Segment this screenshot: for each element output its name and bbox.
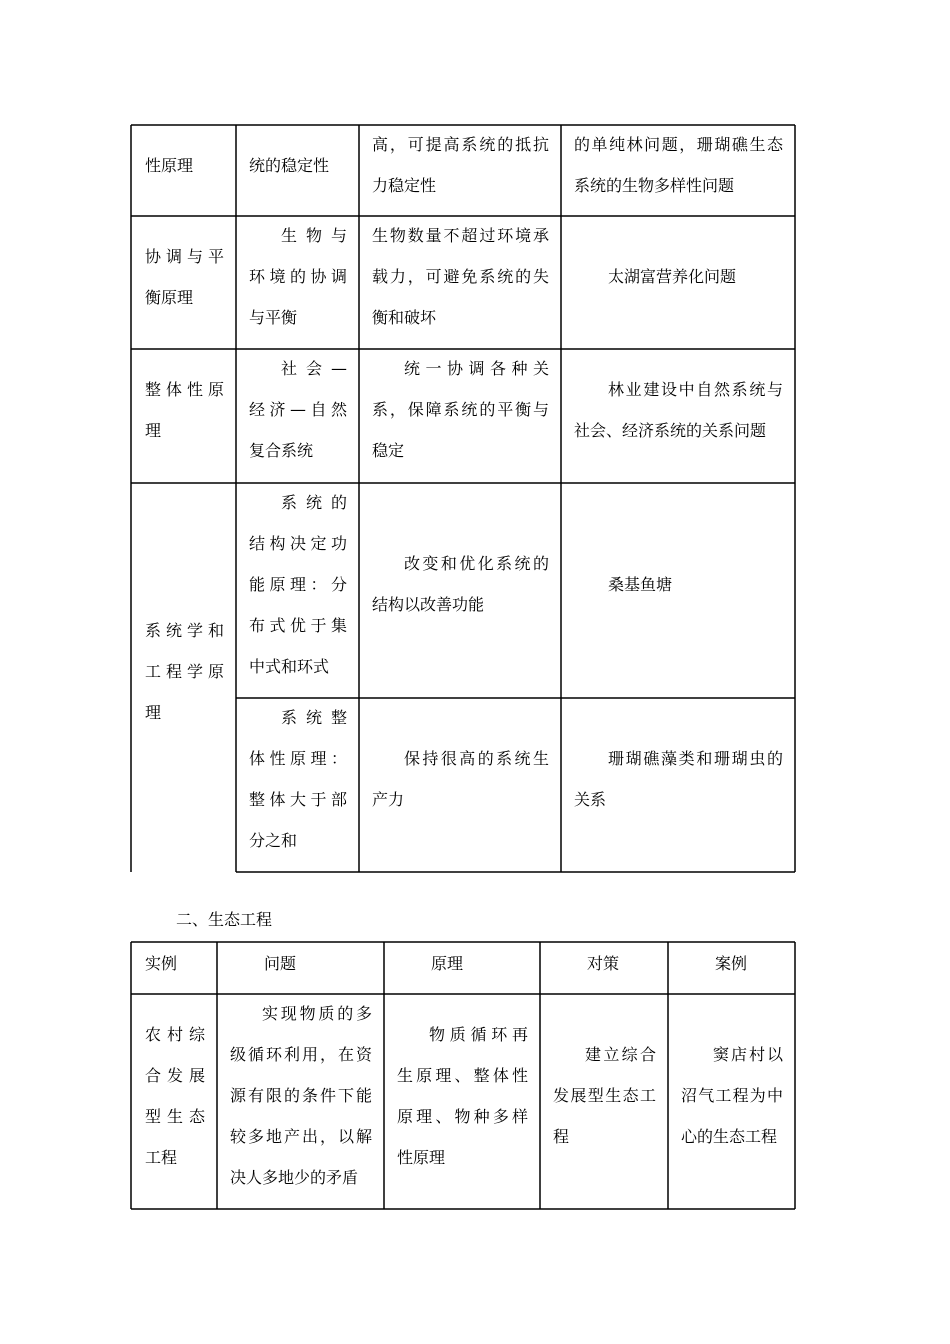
row1-theory: 统的稳定性 xyxy=(249,156,330,175)
row2-principle: 协调与平 衡原理 xyxy=(145,247,224,307)
header-example: 实例 xyxy=(145,954,178,973)
row4a-theory: 系 统 的 结构决定功 能原理：分 布式优于集 中式和环式 xyxy=(249,493,347,676)
row4a-application: 桑基鱼塘 xyxy=(608,575,673,594)
row3-application: 林业建设中自然系统与 社会、经济系统的关系问题 xyxy=(574,380,783,440)
row-strategy: 建立综合 发展型生态工 程 xyxy=(553,1045,656,1146)
row-case: 窦店村以 沼气工程为中 心的生态工程 xyxy=(681,1045,783,1146)
row4-principle: 系统学和 工程学原 理 xyxy=(145,621,224,722)
row3-theory: 社 会 — 经济—自然 复合系统 xyxy=(249,359,347,460)
header-principle: 原理 xyxy=(431,954,464,973)
row4b-meaning: 保持很高的系统生 产力 xyxy=(372,749,549,809)
header-case: 案例 xyxy=(715,954,748,973)
row2-theory: 生 物 与 环境的协调 与平衡 xyxy=(249,226,347,327)
row-problem: 实现物质的多 级循环利用，在资 源有限的条件下能 较多地产出，以解 决人多地少的矛盾 xyxy=(230,1004,372,1187)
header-strategy: 对策 xyxy=(587,954,620,973)
row1-meaning: 高，可提高系统的抵抗 力稳定性 xyxy=(372,135,549,195)
row2-meaning: 生物数量不超过环境承 载力，可避免系统的失 衡和破坏 xyxy=(372,226,549,327)
row4b-theory: 系 统 整 体性原理： 整体大于部 分之和 xyxy=(249,708,347,850)
row3-principle: 整体性原 理 xyxy=(145,380,224,440)
row1-application: 的单纯林问题，珊瑚礁生态 系统的生物多样性问题 xyxy=(574,135,783,195)
row4b-application: 珊瑚礁藻类和珊瑚虫的 关系 xyxy=(574,749,783,809)
row-example: 农村综 合发展 型生态 工程 xyxy=(145,1025,205,1167)
header-problem: 问题 xyxy=(264,954,297,973)
row3-meaning: 统一协调各种关 系，保障系统的平衡与 稳定 xyxy=(372,359,549,460)
section-heading: 二、生态工程 xyxy=(176,910,273,929)
row-principle: 物质循环再 生原理、整体性 原理、物种多样 性原理 xyxy=(397,1025,528,1167)
row1-principle: 性原理 xyxy=(145,156,194,175)
row4a-meaning: 改变和优化系统的 结构以改善功能 xyxy=(372,554,549,614)
row2-application: 太湖富营养化问题 xyxy=(608,267,737,286)
